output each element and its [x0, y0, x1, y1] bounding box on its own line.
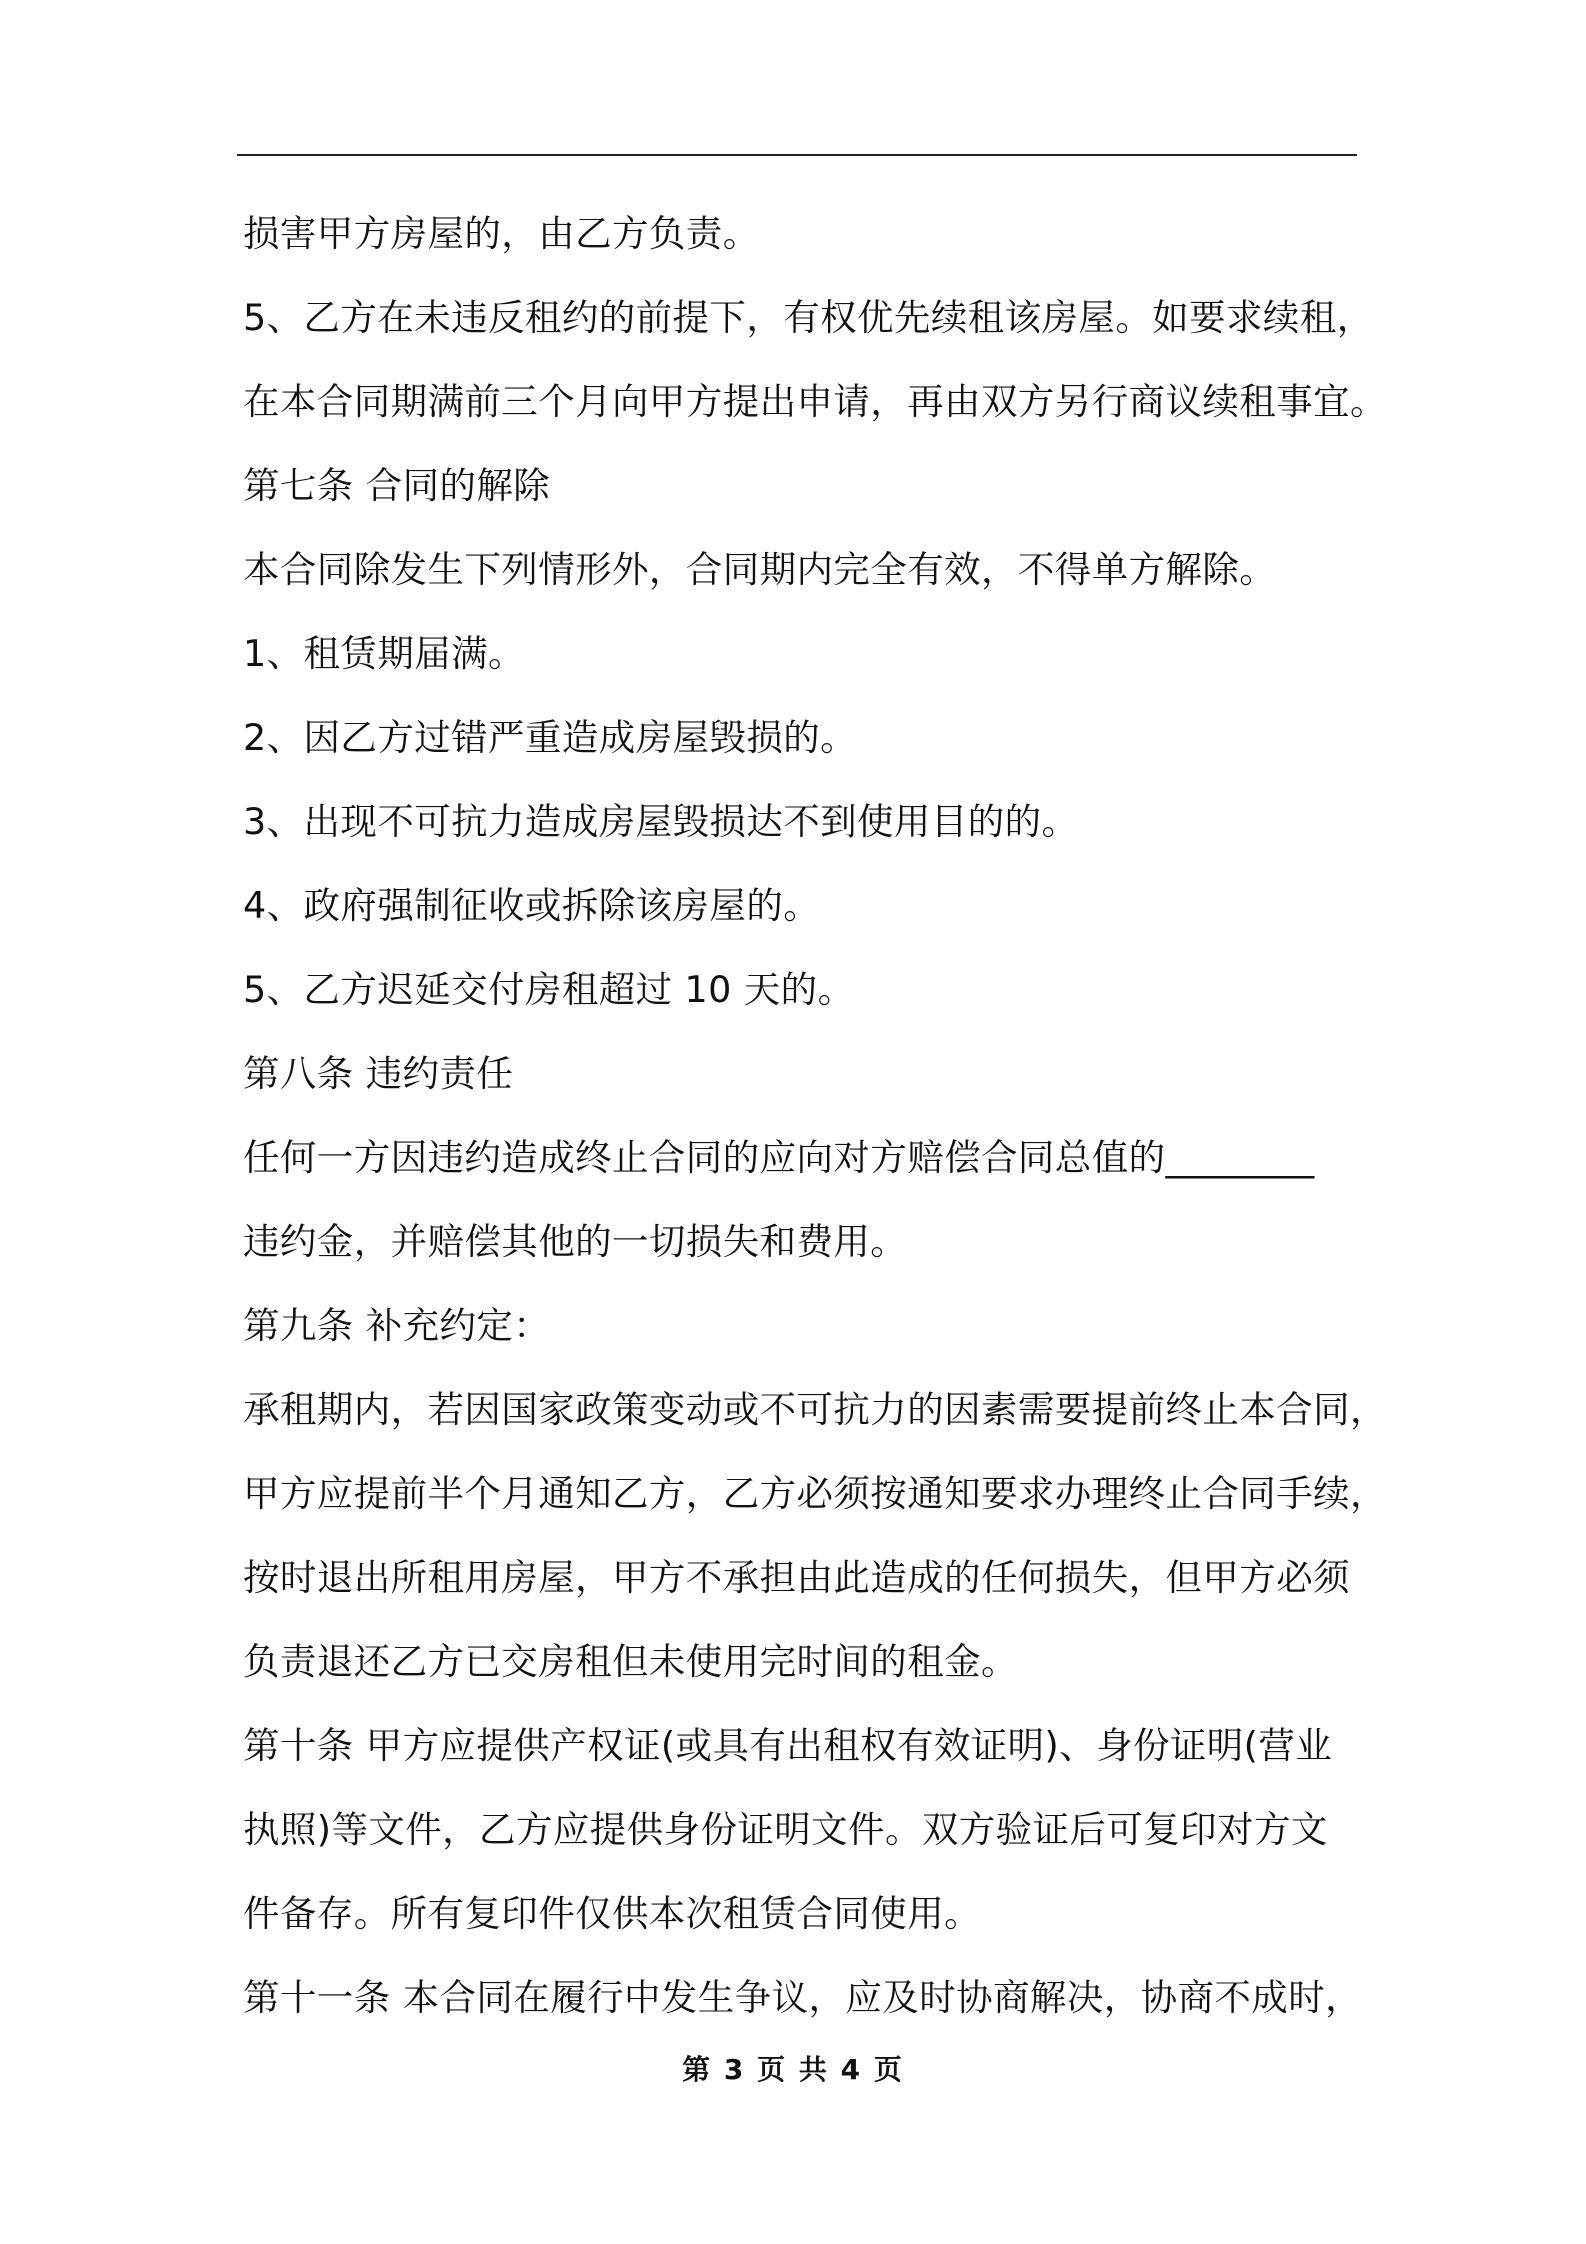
- text-line: 承租期内，若因国家政策变动或不可抗力的因素需要提前终止本合同，: [243, 1388, 1387, 1431]
- section-heading: 第十一条 本合同在履行中发生争议，应及时协商解决，协商不成时，: [243, 1976, 1363, 2019]
- text-line: 负责退还乙方已交房租但未使用完时间的租金。: [243, 1640, 1018, 1683]
- list-item: 3、出现不可抗力造成房屋毁损达不到使用目的的。: [243, 800, 1079, 843]
- header-rule: [237, 154, 1357, 156]
- section-heading: 第七条 合同的解除: [243, 464, 551, 507]
- text-line: 损害甲方房屋的，由乙方负责。: [243, 212, 760, 255]
- list-item: 4、政府强制征收或拆除该房屋的。: [243, 884, 821, 927]
- list-item: 2、因乙方过错严重造成房屋毁损的。: [243, 716, 858, 759]
- text-line: 按时退出所租用房屋，甲方不承担由此造成的任何损失，但甲方必须: [243, 1556, 1350, 1599]
- text-line: 执照)等文件，乙方应提供身份证明文件。双方验证后可复印对方文: [243, 1808, 1328, 1851]
- text-line: 件备存。所有复印件仅供本次租赁合同使用。: [243, 1892, 981, 1935]
- section-heading: 第十条 甲方应提供产权证(或具有出租权有效证明)、身份证明(营业: [243, 1724, 1333, 1767]
- text-line: 5、乙方在未违反租约的前提下，有权优先续租该房屋。如要求续租，: [243, 296, 1374, 339]
- section-heading: 第九条 补充约定：: [243, 1304, 551, 1347]
- page-number-footer: 第 3 页 共 4 页: [682, 2053, 904, 2086]
- text-line: 甲方应提前半个月通知乙方，乙方必须按通知要求办理终止合同手续，: [243, 1472, 1387, 1515]
- list-item: 5、乙方迟延交付房租超过 10 天的。: [243, 968, 855, 1011]
- text-line: 违约金，并赔偿其他的一切损失和费用。: [243, 1220, 908, 1263]
- text-line: 本合同除发生下列情形外，合同期内完全有效，不得单方解除。: [243, 548, 1277, 591]
- text-line: 任何一方因违约造成终止合同的应向对方赔偿合同总值的________: [243, 1136, 1315, 1179]
- section-heading: 第八条 违约责任: [243, 1052, 514, 1095]
- list-item: 1、租赁期届满。: [243, 632, 525, 675]
- document-body: [243, 192, 1388, 2040]
- text-line: 在本合同期满前三个月向甲方提出申请，再由双方另行商议续租事宜。: [243, 380, 1387, 423]
